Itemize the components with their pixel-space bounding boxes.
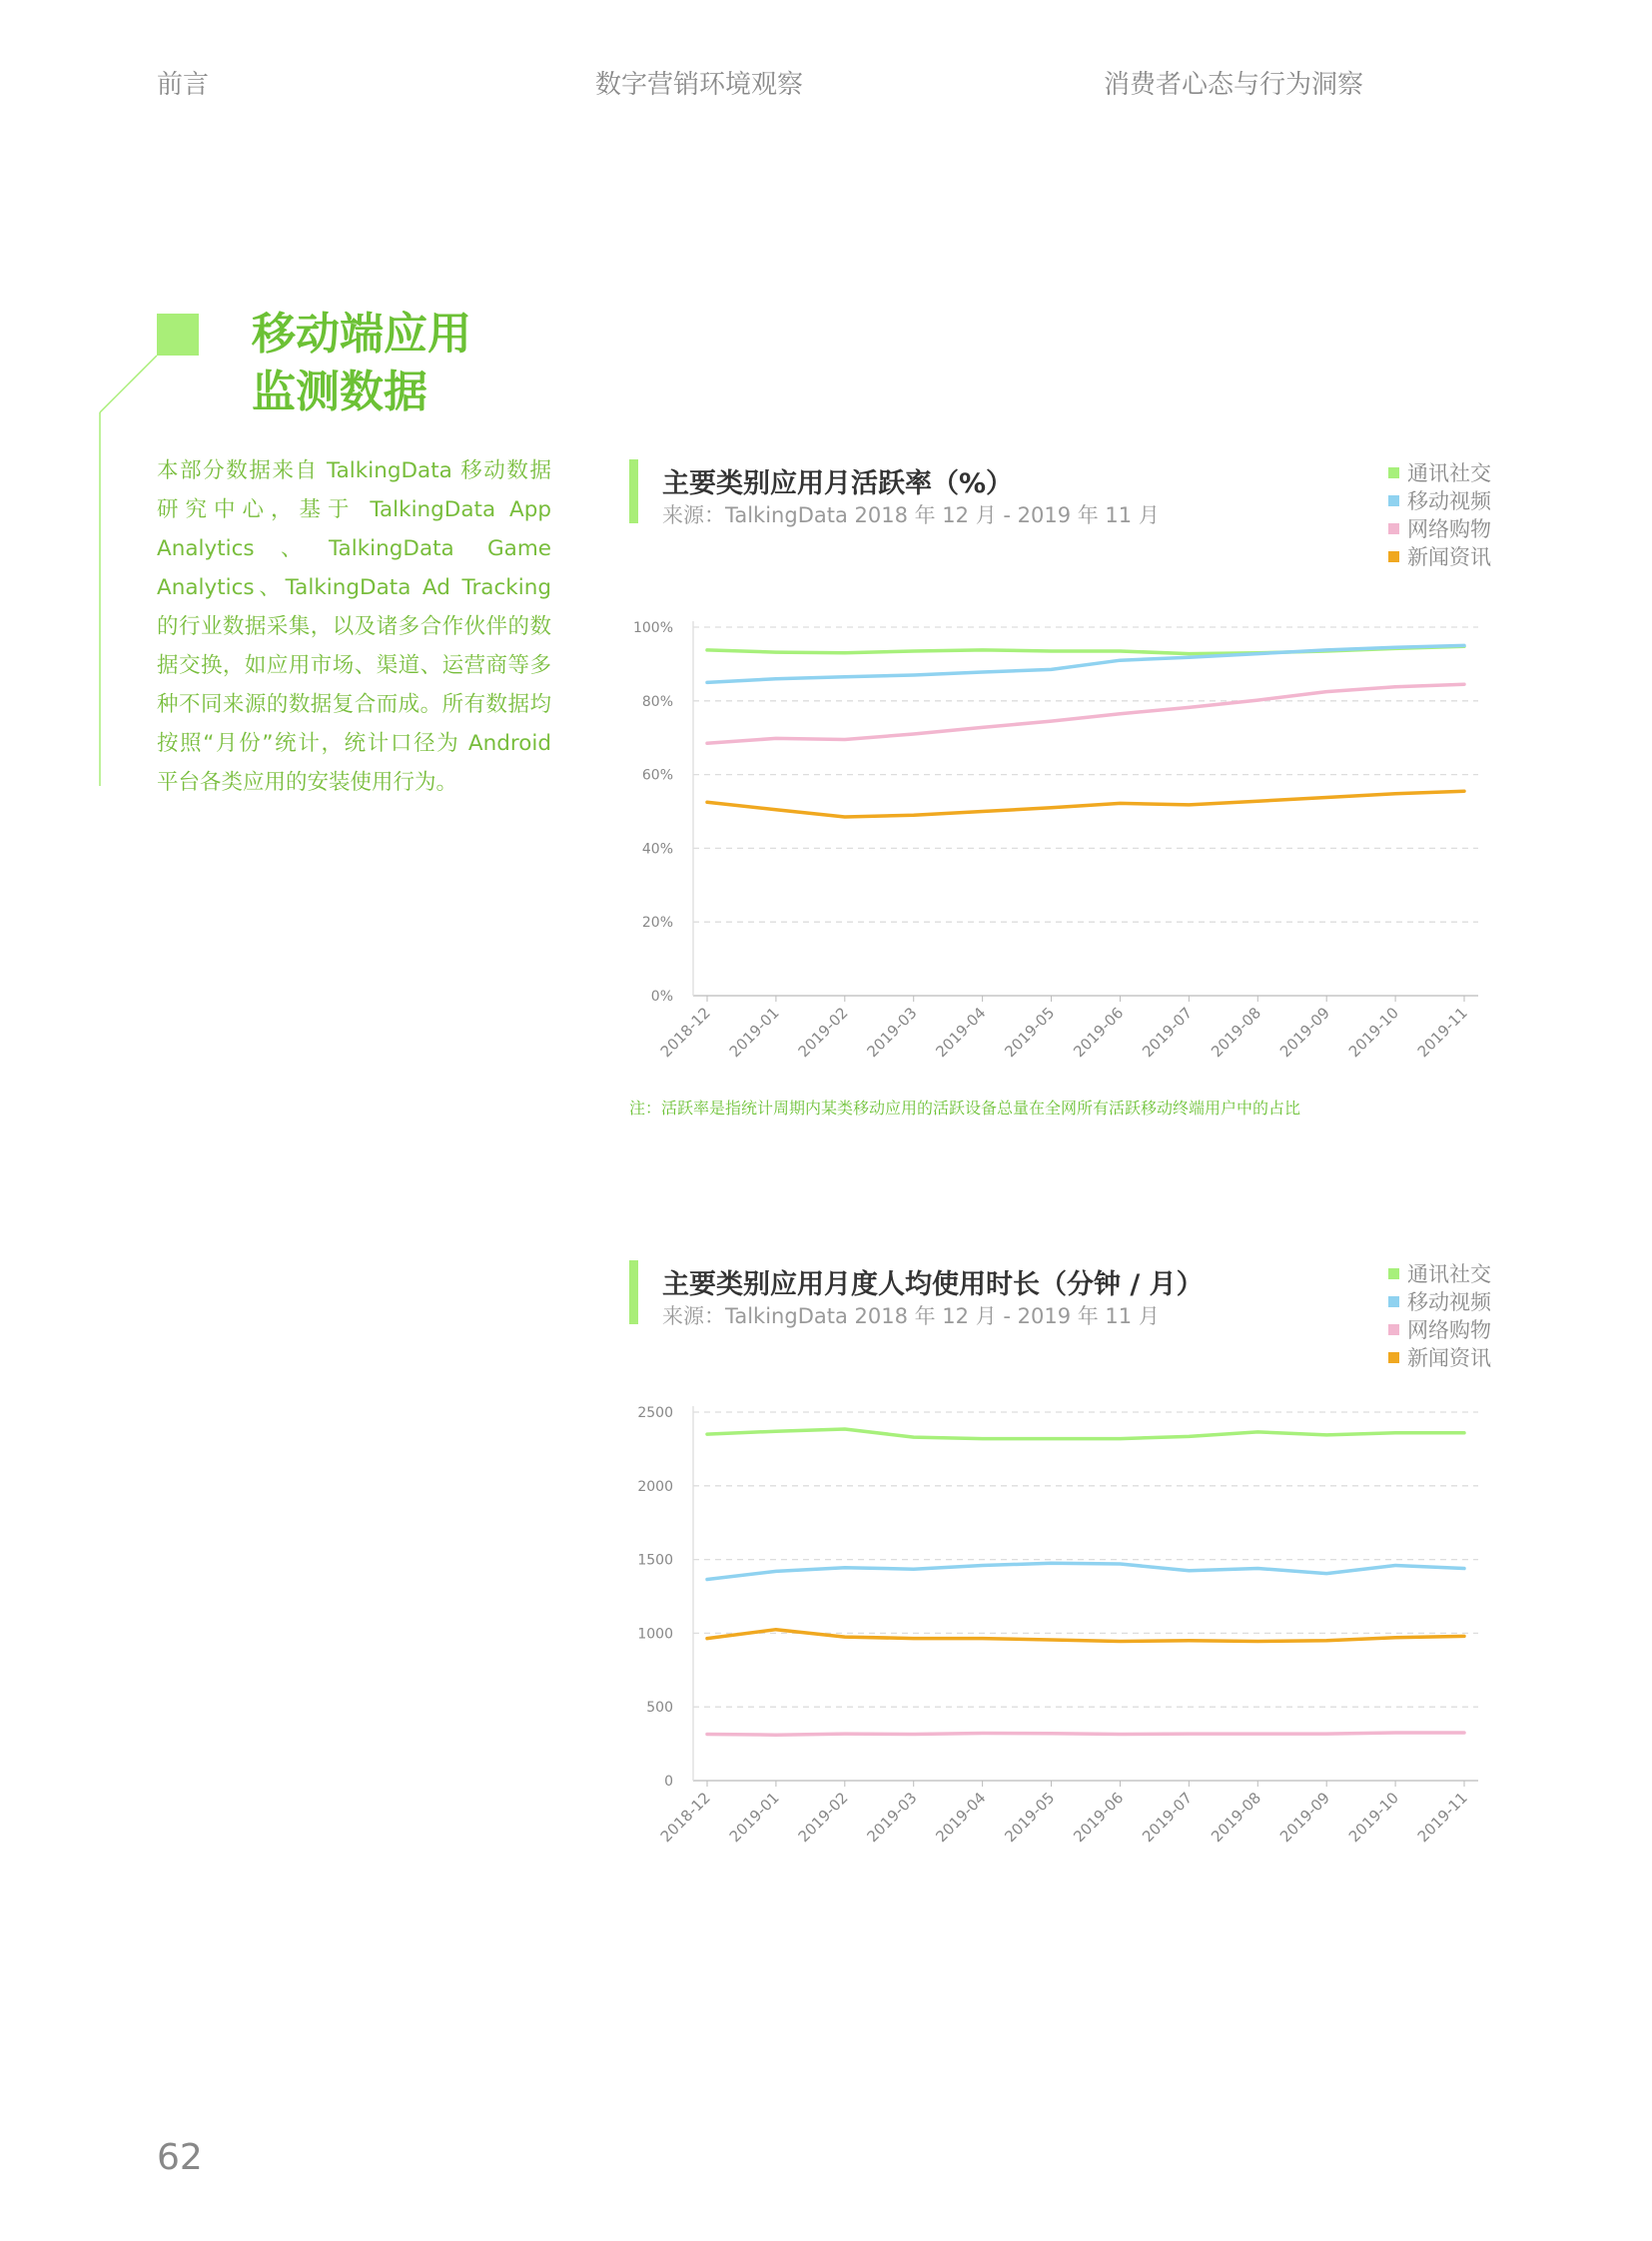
x-tick-label: 2019-06 [1070,1789,1128,1847]
y-tick-label: 60% [641,767,673,784]
y-tick-label: 20% [641,915,673,932]
section-title [252,306,471,421]
legend-label: 移动视频 [1407,1290,1491,1314]
y-tick-label: 1000 [637,1626,673,1643]
chart-source: 来源：TalkingData 2018 年 12 月 - 2019 年 11 月 [662,503,1160,527]
y-tick-label: 500 [646,1700,673,1717]
x-tick-label: 2019-06 [1070,1004,1128,1062]
chart-note: 注：活跃率是指统计周期内某类移动应用的活跃设备总量在全网所有活跃移动终端用户中的占比 [629,1099,1301,1118]
chart-monthly-usage-duration [629,1260,1508,1879]
x-tick-label: 2019-07 [1139,1004,1197,1062]
chart-plot-area [629,459,1508,1079]
series-line [707,1429,1464,1439]
legend-label: 通讯社交 [1407,461,1491,485]
x-tick-label: 2019-11 [1413,1789,1471,1847]
legend-label: 网络购物 [1407,517,1491,541]
legend-label: 通讯社交 [1407,1262,1491,1286]
legend-label: 网络购物 [1407,1318,1491,1342]
y-tick-label: 40% [641,841,673,858]
x-tick-label: 2019-10 [1344,1789,1402,1847]
y-tick-label: 2500 [637,1405,673,1421]
x-tick-label: 2019-09 [1275,1789,1334,1847]
chart-title: 主要类别应用月活跃率（%） [662,468,1014,499]
y-tick-label: 2000 [637,1478,673,1495]
x-tick-label: 2019-05 [1001,1789,1059,1847]
x-tick-label: 2019-04 [932,1789,990,1847]
y-tick-label: 1500 [637,1552,673,1569]
series-line [707,1733,1464,1735]
x-tick-label: 2019-07 [1139,1789,1197,1847]
y-tick-label: 100% [632,620,673,636]
y-tick-label: 0% [650,989,673,1005]
series-line [707,684,1464,743]
section-title-line1: 移动端应用 [252,309,471,360]
x-tick-label: 2019-05 [1001,1004,1059,1062]
x-tick-label: 2019-01 [725,1004,783,1062]
chart-title: 主要类别应用月度人均使用时长（分钟 / 月） [662,1269,1204,1300]
y-tick-label: 0 [664,1774,673,1790]
x-tick-label: 2019-03 [863,1004,921,1062]
x-tick-label: 2019-08 [1208,1004,1265,1062]
nav-item-preface[interactable]: 前言 [157,70,210,100]
x-tick-label: 2019-01 [725,1789,783,1847]
x-tick-label: 2019-02 [794,1789,852,1847]
x-tick-label: 2019-02 [794,1004,852,1062]
section-title-line2: 监测数据 [252,367,427,417]
legend-label: 移动视频 [1407,489,1491,513]
x-tick-label: 2019-08 [1208,1789,1265,1847]
x-tick-label: 2019-03 [863,1789,921,1847]
x-tick-label: 2018-12 [656,1004,714,1062]
series-line [707,1563,1464,1579]
legend-label: 新闻资讯 [1407,545,1491,569]
chart-plot-area [629,1260,1508,1879]
series-line [707,1630,1464,1642]
chart-source: 来源：TalkingData 2018 年 12 月 - 2019 年 11 月 [662,1304,1160,1328]
page-number: 62 [157,2137,203,2178]
y-tick-label: 80% [641,693,673,710]
section-intro-text: 本部分数据来自 TalkingData 移动数据研究中心，基于 TalkingData App Analytics、TalkingData Game Analytics、TalkingData Ad Tracking 的行业数据采集，以及诸多合作伙伴的数据交换，如应用市场、渠道、运营商等多种不同来源的数据复合而成。所有数据均按照“月份”统计，统计口径为 Android 平台各类应用的安装使用行为。 [157,458,551,795]
chart-monthly-active-rate [629,459,1508,1128]
x-tick-label: 2019-04 [932,1004,990,1062]
legend-label: 新闻资讯 [1407,1346,1491,1370]
series-line [707,791,1464,817]
x-tick-label: 2019-09 [1275,1004,1334,1062]
nav-item-consumer-insight[interactable]: 消费者心态与行为洞察 [1104,70,1364,100]
section-marker-square [157,314,199,356]
x-tick-label: 2018-12 [656,1789,714,1847]
nav-item-digital-marketing[interactable]: 数字营销环境观察 [595,70,804,100]
x-tick-label: 2019-10 [1344,1004,1402,1062]
x-tick-label: 2019-11 [1413,1004,1471,1062]
